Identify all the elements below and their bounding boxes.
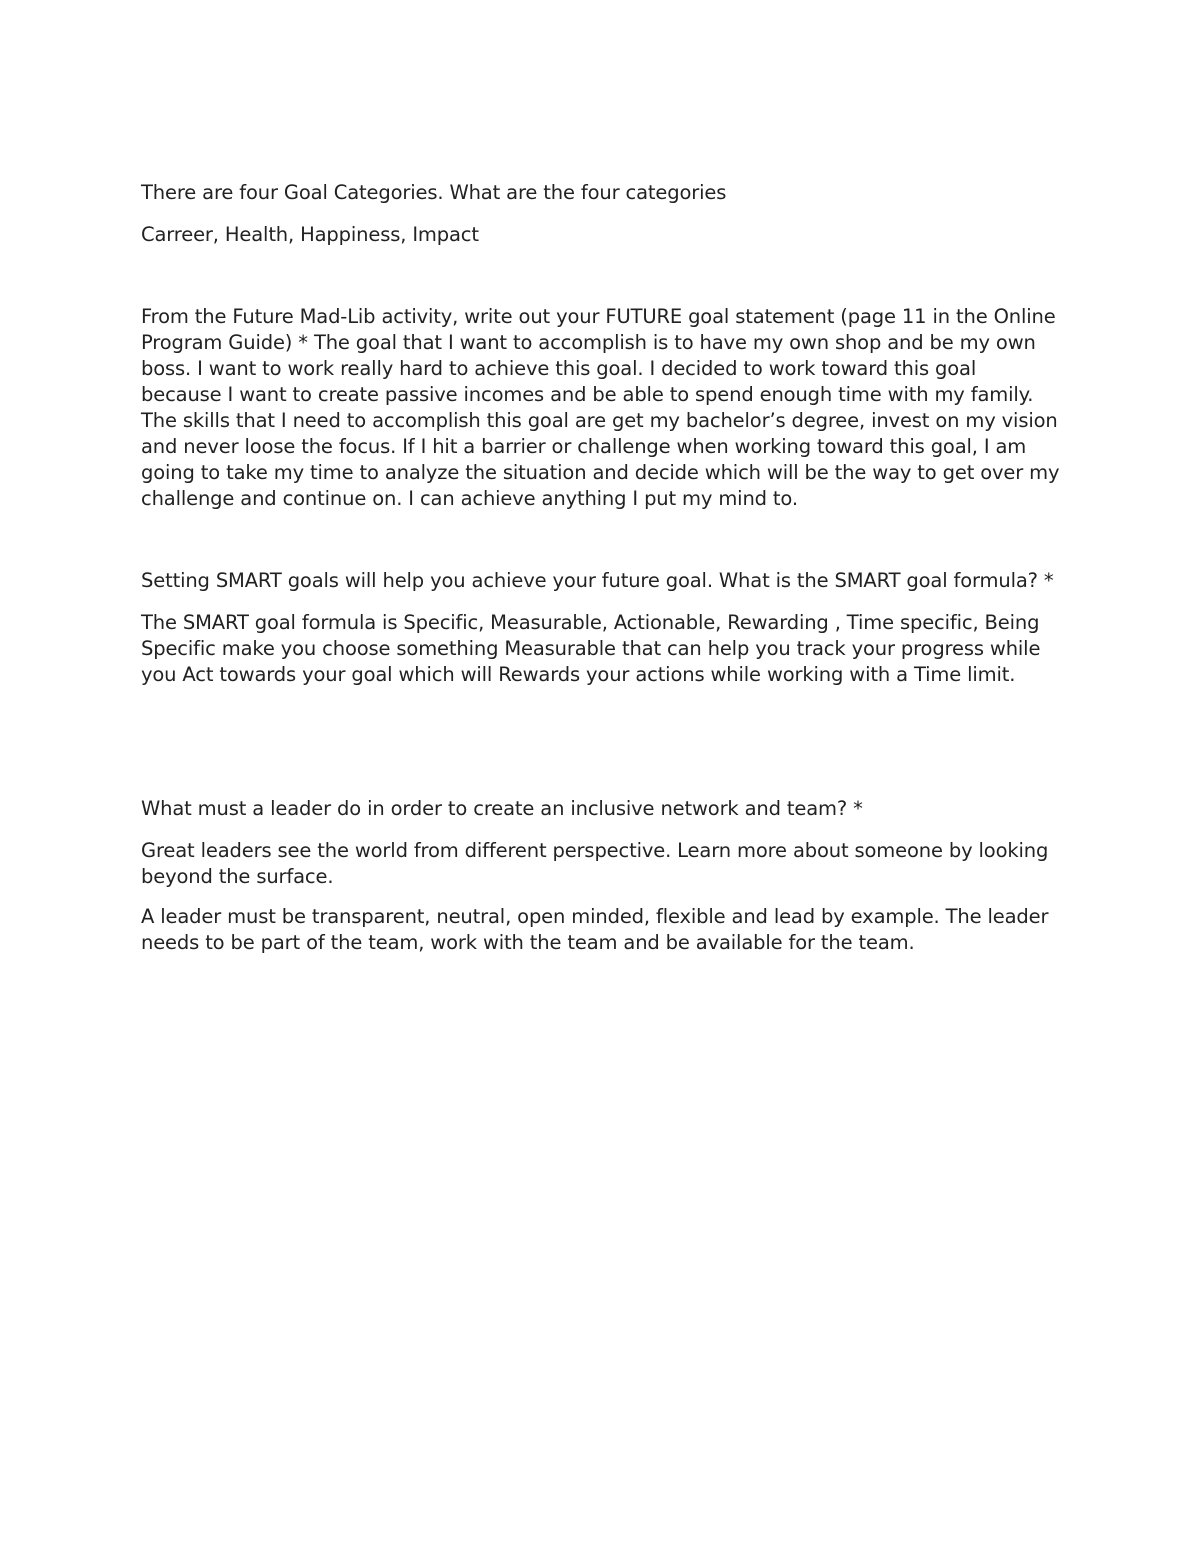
document-body: [141, 180, 1061, 956]
answer-inclusive-leader-part2: A leader must be transparent, neutral, open minded, flexible and lead by example. The leader needs to be part of the team, work with the team and be available for the team.: [141, 905, 1049, 954]
answer-inclusive-leader-part1: Great leaders see the world from different perspective. Learn more about someone by looking beyond the surface.: [141, 839, 1049, 888]
answer-goal-categories: Carreer, Health, Happiness, Impact: [141, 223, 479, 246]
question-inclusive-leader: What must a leader do in order to create an inclusive network and team? *: [141, 797, 863, 820]
question-future-goal-statement: From the Future Mad-Lib activity, write out your FUTURE goal statement (page 11 in the Online Program Guide) * The goal that I want to accomplish is to have my own shop and be my own boss. I want to work really hard to achieve this goal. I decided to work toward this goal because I want to create passive incomes and be able to spend enough time with my family. The skills that I need to accomplish this goal are get my bachelor’s degree, invest on my vision and never loose the focus. If I hit a barrier or challenge when working toward this goal, I am going to take my time to analyze the situation and decide which will be the way to get over my challenge and continue on. I can achieve anything I put my mind to.: [141, 305, 1060, 510]
answer-smart-goal-formula: The SMART goal formula is Specific, Measurable, Actionable, Rewarding , Time specific, Being Specific make you choose something Measurable that can help you track your progress while you Act towards your goal which will Rewards your actions while working with a Time limit.: [141, 611, 1041, 686]
question-goal-categories: There are four Goal Categories. What are the four categories: [141, 181, 727, 204]
question-smart-goal-formula: Setting SMART goals will help you achieve your future goal. What is the SMART goal formula? *: [141, 569, 1054, 592]
